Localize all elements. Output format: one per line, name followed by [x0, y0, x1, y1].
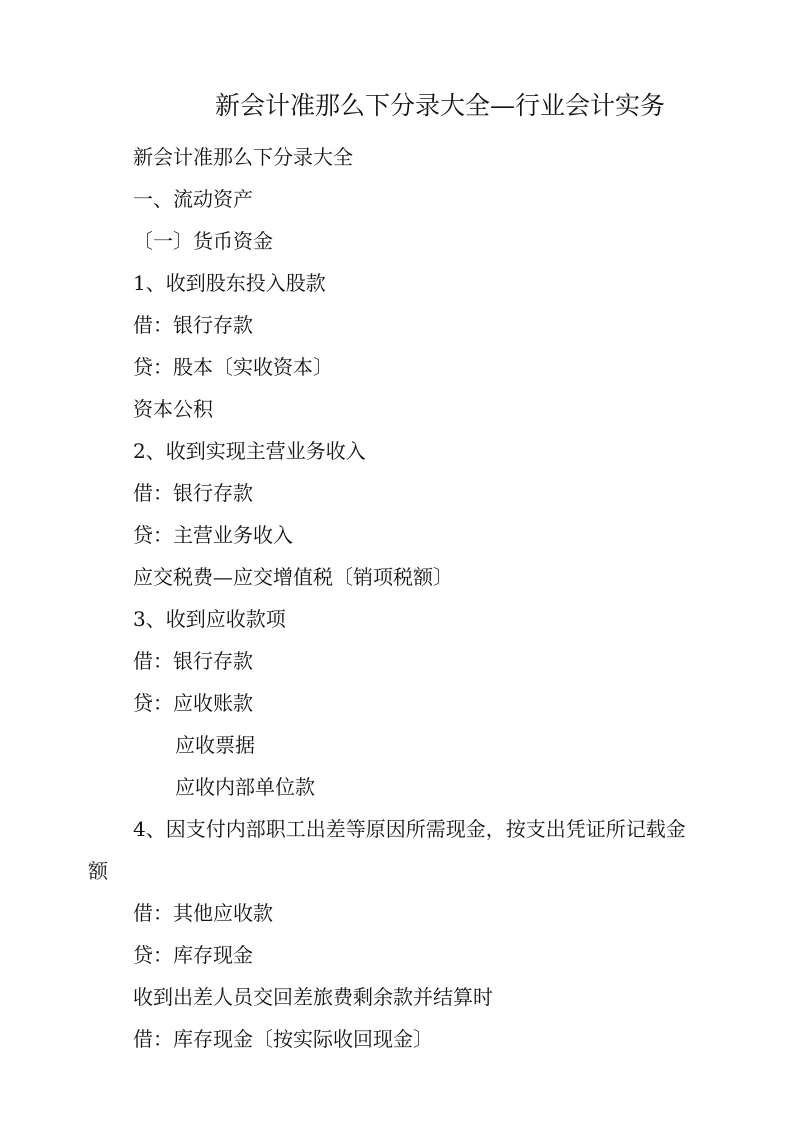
text-line: 资本公积	[133, 397, 213, 421]
credit-line: 贷：应收账款	[133, 691, 253, 715]
debit-line: 借：银行存款	[133, 313, 253, 337]
debit-line: 借：银行存款	[133, 649, 253, 673]
text-line: 应收票据	[175, 733, 255, 757]
debit-line: 借：银行存款	[133, 481, 253, 505]
page-title: 新会计准那么下分录大全—行业会计实务	[214, 91, 665, 120]
text-line: 收到出差人员交回差旅费剩余款并结算时	[133, 985, 493, 1009]
subsection-heading: 〔一〕货币资金	[133, 229, 273, 253]
credit-line: 贷：库存现金	[133, 943, 253, 967]
credit-line: 贷：主营业务收入	[133, 523, 293, 547]
entry-heading: 2、收到实现主营业务收入	[133, 439, 366, 463]
text-line: 应交税费—应交增值税〔销项税额〕	[133, 565, 453, 589]
text-line: 额	[88, 859, 108, 883]
text-line: 新会计准那么下分录大全	[133, 145, 353, 169]
section-heading: 一、流动资产	[133, 187, 253, 211]
entry-heading: 4、因支付内部职工出差等原因所需现金，按支出凭证所记载金	[133, 817, 686, 841]
entry-heading: 1、收到股东投入股款	[133, 271, 326, 295]
debit-line: 借：其他应收款	[133, 901, 273, 925]
debit-line: 借：库存现金〔按实际收回现金〕	[133, 1027, 433, 1051]
credit-line: 贷：股本〔实收资本〕	[133, 355, 333, 379]
text-line: 应收内部单位款	[175, 775, 315, 799]
entry-heading: 3、收到应收款项	[133, 607, 286, 631]
